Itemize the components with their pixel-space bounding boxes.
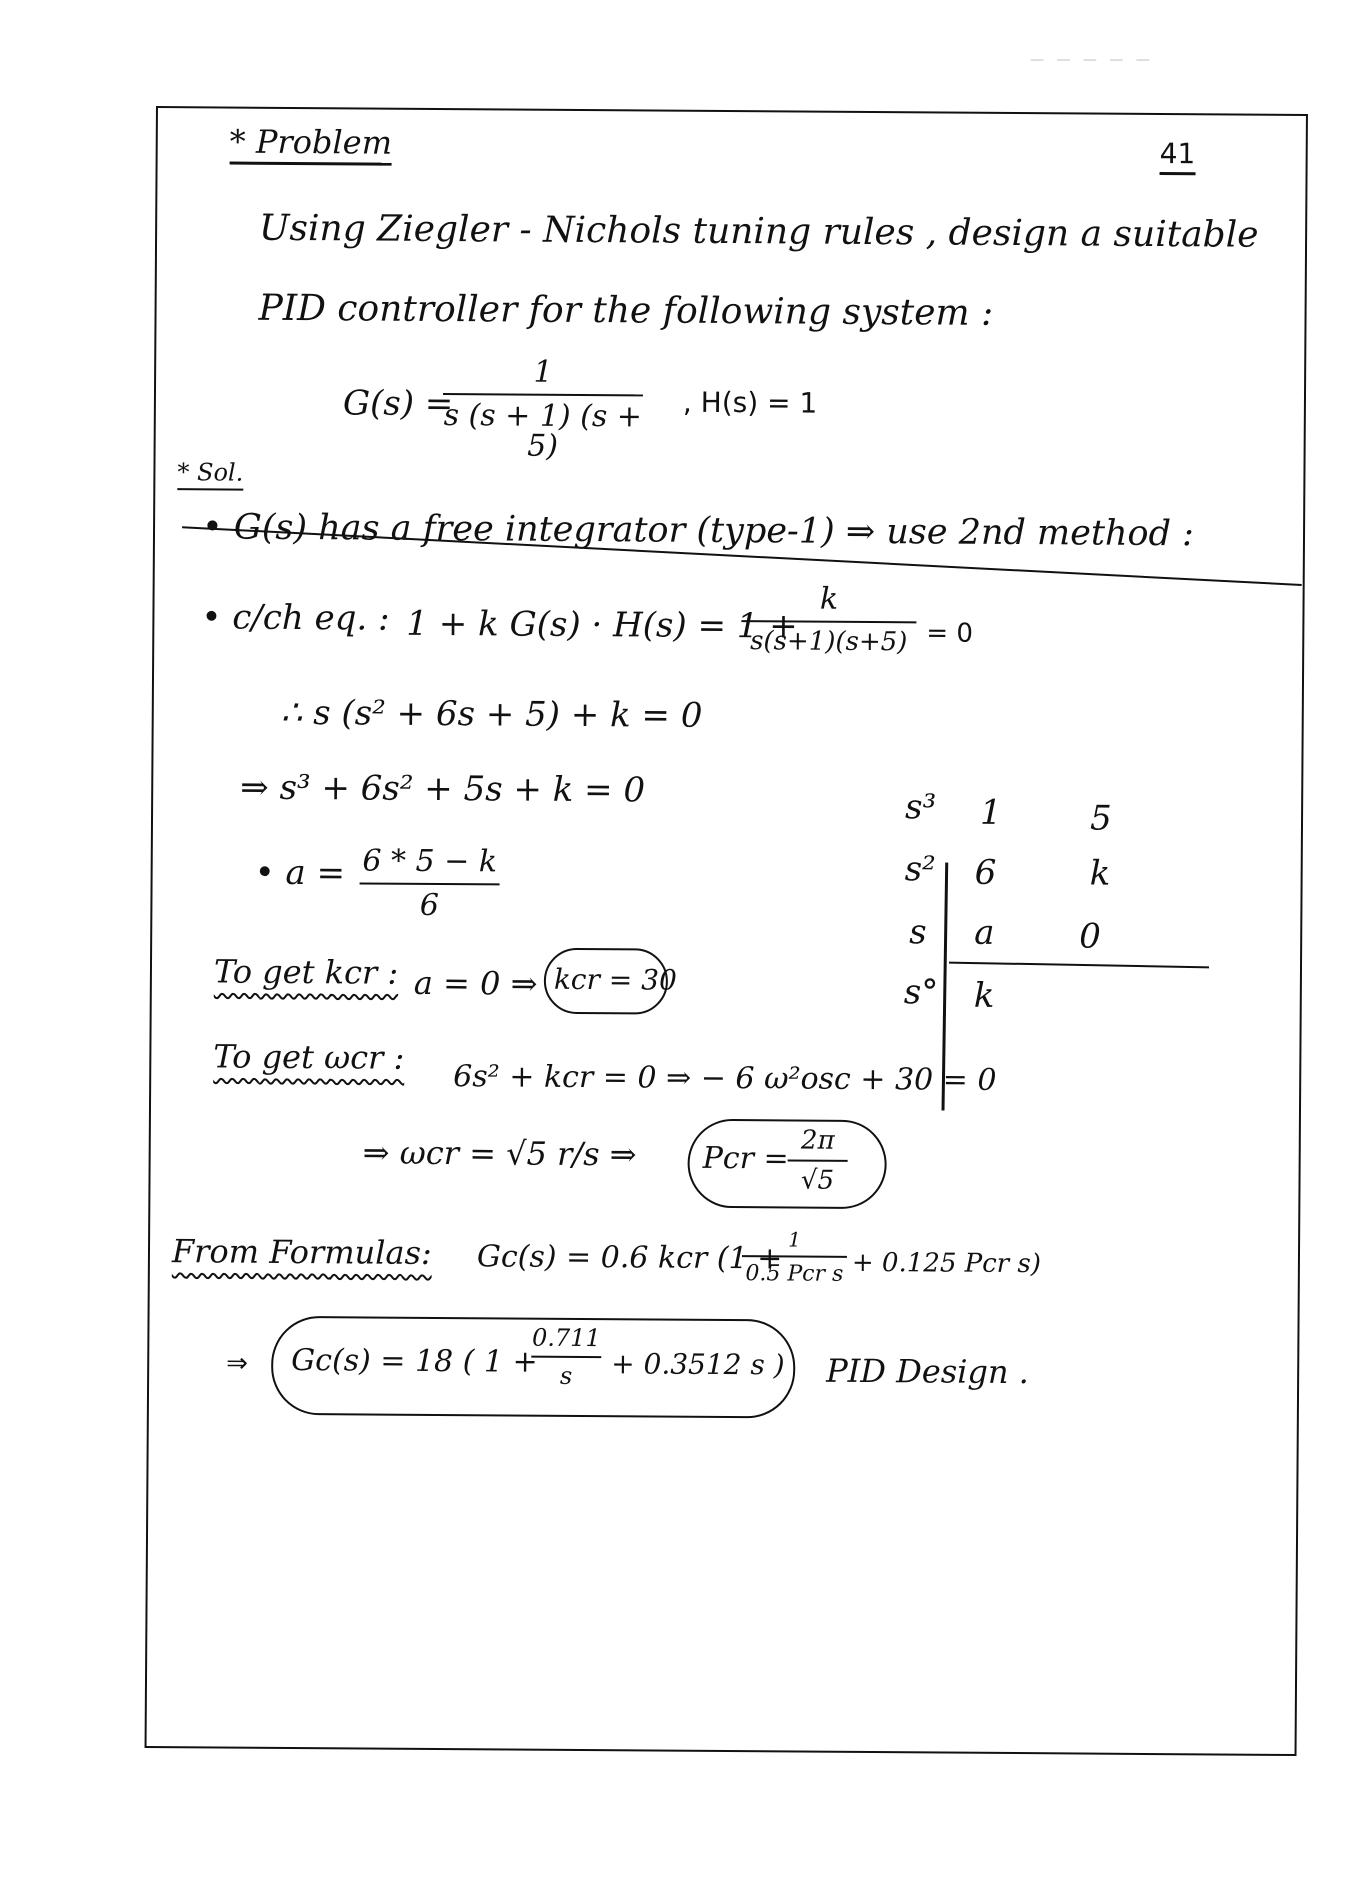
final-fraction [531,1323,601,1390]
final-lhs: Gc(s) = 18 ( 1 + [291,1342,538,1380]
gc-formula-numerator: 1 [788,1227,802,1252]
char-eq-numerator: k [819,581,839,617]
step-expanded: ∴ s (s² + 6s + 5) + k = 0 [280,692,703,736]
pcr-denominator: √5 [800,1165,835,1196]
solution-label: * Sol. [177,460,243,490]
pcr-numerator: 2π [800,1125,835,1156]
routh-power: s° [903,972,939,1013]
problem-line-2: PID controller for the following system : [258,287,994,334]
routh-cell: 1 [979,792,1002,833]
routh-cell: k [1089,853,1111,894]
a-fraction [359,843,500,924]
problem-line-1: Using Ziegler - Nichols tuning rules , design a suitable [258,207,1259,256]
pcr-fraction [787,1125,847,1196]
final-denominator: s [559,1361,573,1390]
kcr-label: To get kcr : [213,952,399,992]
routh-cell: 0 [1079,916,1101,957]
routh-power: s³ [904,787,937,828]
page-title: * Problem [230,126,393,166]
feedback-function: , H(s) = 1 [682,385,818,420]
final-caption: PID Design . [826,1351,1029,1392]
gc-formula-denominator: 0.5 Pcr s [745,1261,844,1287]
routh-power: s [909,912,927,953]
step-polynomial: ⇒ s³ + 6s² + 5s + k = 0 [240,767,646,811]
page-number: 41 [1160,140,1196,175]
a-numerator: 6 * 5 − k [362,843,498,880]
page-frame [143,105,1309,1763]
wcr-label: To get ωcr : [213,1037,405,1077]
transfer-function-numerator: 1 [533,354,553,390]
wcr-result: ⇒ ωcr = √5 r/s ⇒ [362,1133,637,1174]
wcr-equation: 6s² + kcr = 0 ⇒ − 6 ω²osc + 30 = 0 [453,1059,997,1098]
routh-cell: k [973,975,995,1016]
final-rhs: + 0.3512 s ) [611,1347,785,1382]
frame-border [143,105,1309,1763]
routh-cell: 6 [974,852,997,893]
routh-cell: 5 [1089,798,1112,839]
final-arrow: ⇒ [226,1348,249,1379]
gc-formula-fraction [742,1229,847,1286]
a-denominator: 6 [419,887,440,924]
transfer-function-denominator: s (s + 1) (s + 5) [443,398,643,464]
pcr-lhs: Pcr = [702,1140,789,1177]
formulas-label: From Formulas: [171,1232,432,1272]
routh-power: s² [904,849,936,890]
routh-cell: a [974,912,995,953]
transfer-function-fraction [443,354,644,464]
kcr-equation: a = 0 ⇒ [413,963,538,1003]
routh-hline [949,963,1209,968]
char-eq-lhs: 1 + k G(s) · H(s) = 1 + [406,603,798,647]
char-eq-rhs: = 0 [926,618,974,649]
gc-formula-lhs: Gc(s) = 0.6 kcr (1 + [476,1239,783,1277]
transfer-function-lhs: G(s) = [342,383,454,425]
final-numerator: 0.711 [531,1323,601,1353]
char-eq-denominator: s(s+1)(s+5) [750,626,908,658]
char-eq-fraction [741,581,916,658]
a-label: • a = [254,852,346,894]
scan-mark: — — — — — [1030,52,1154,68]
bullet-free-integrator: • G(s) has a free integrator (type-1) ⇒ use 2nd method : [201,507,1195,555]
kcr-result: kcr = 30 [553,962,677,997]
gc-formula-rhs: + 0.125 Pcr s) [851,1247,1042,1280]
char-eq-label: • c/ch eq. : [201,597,390,639]
